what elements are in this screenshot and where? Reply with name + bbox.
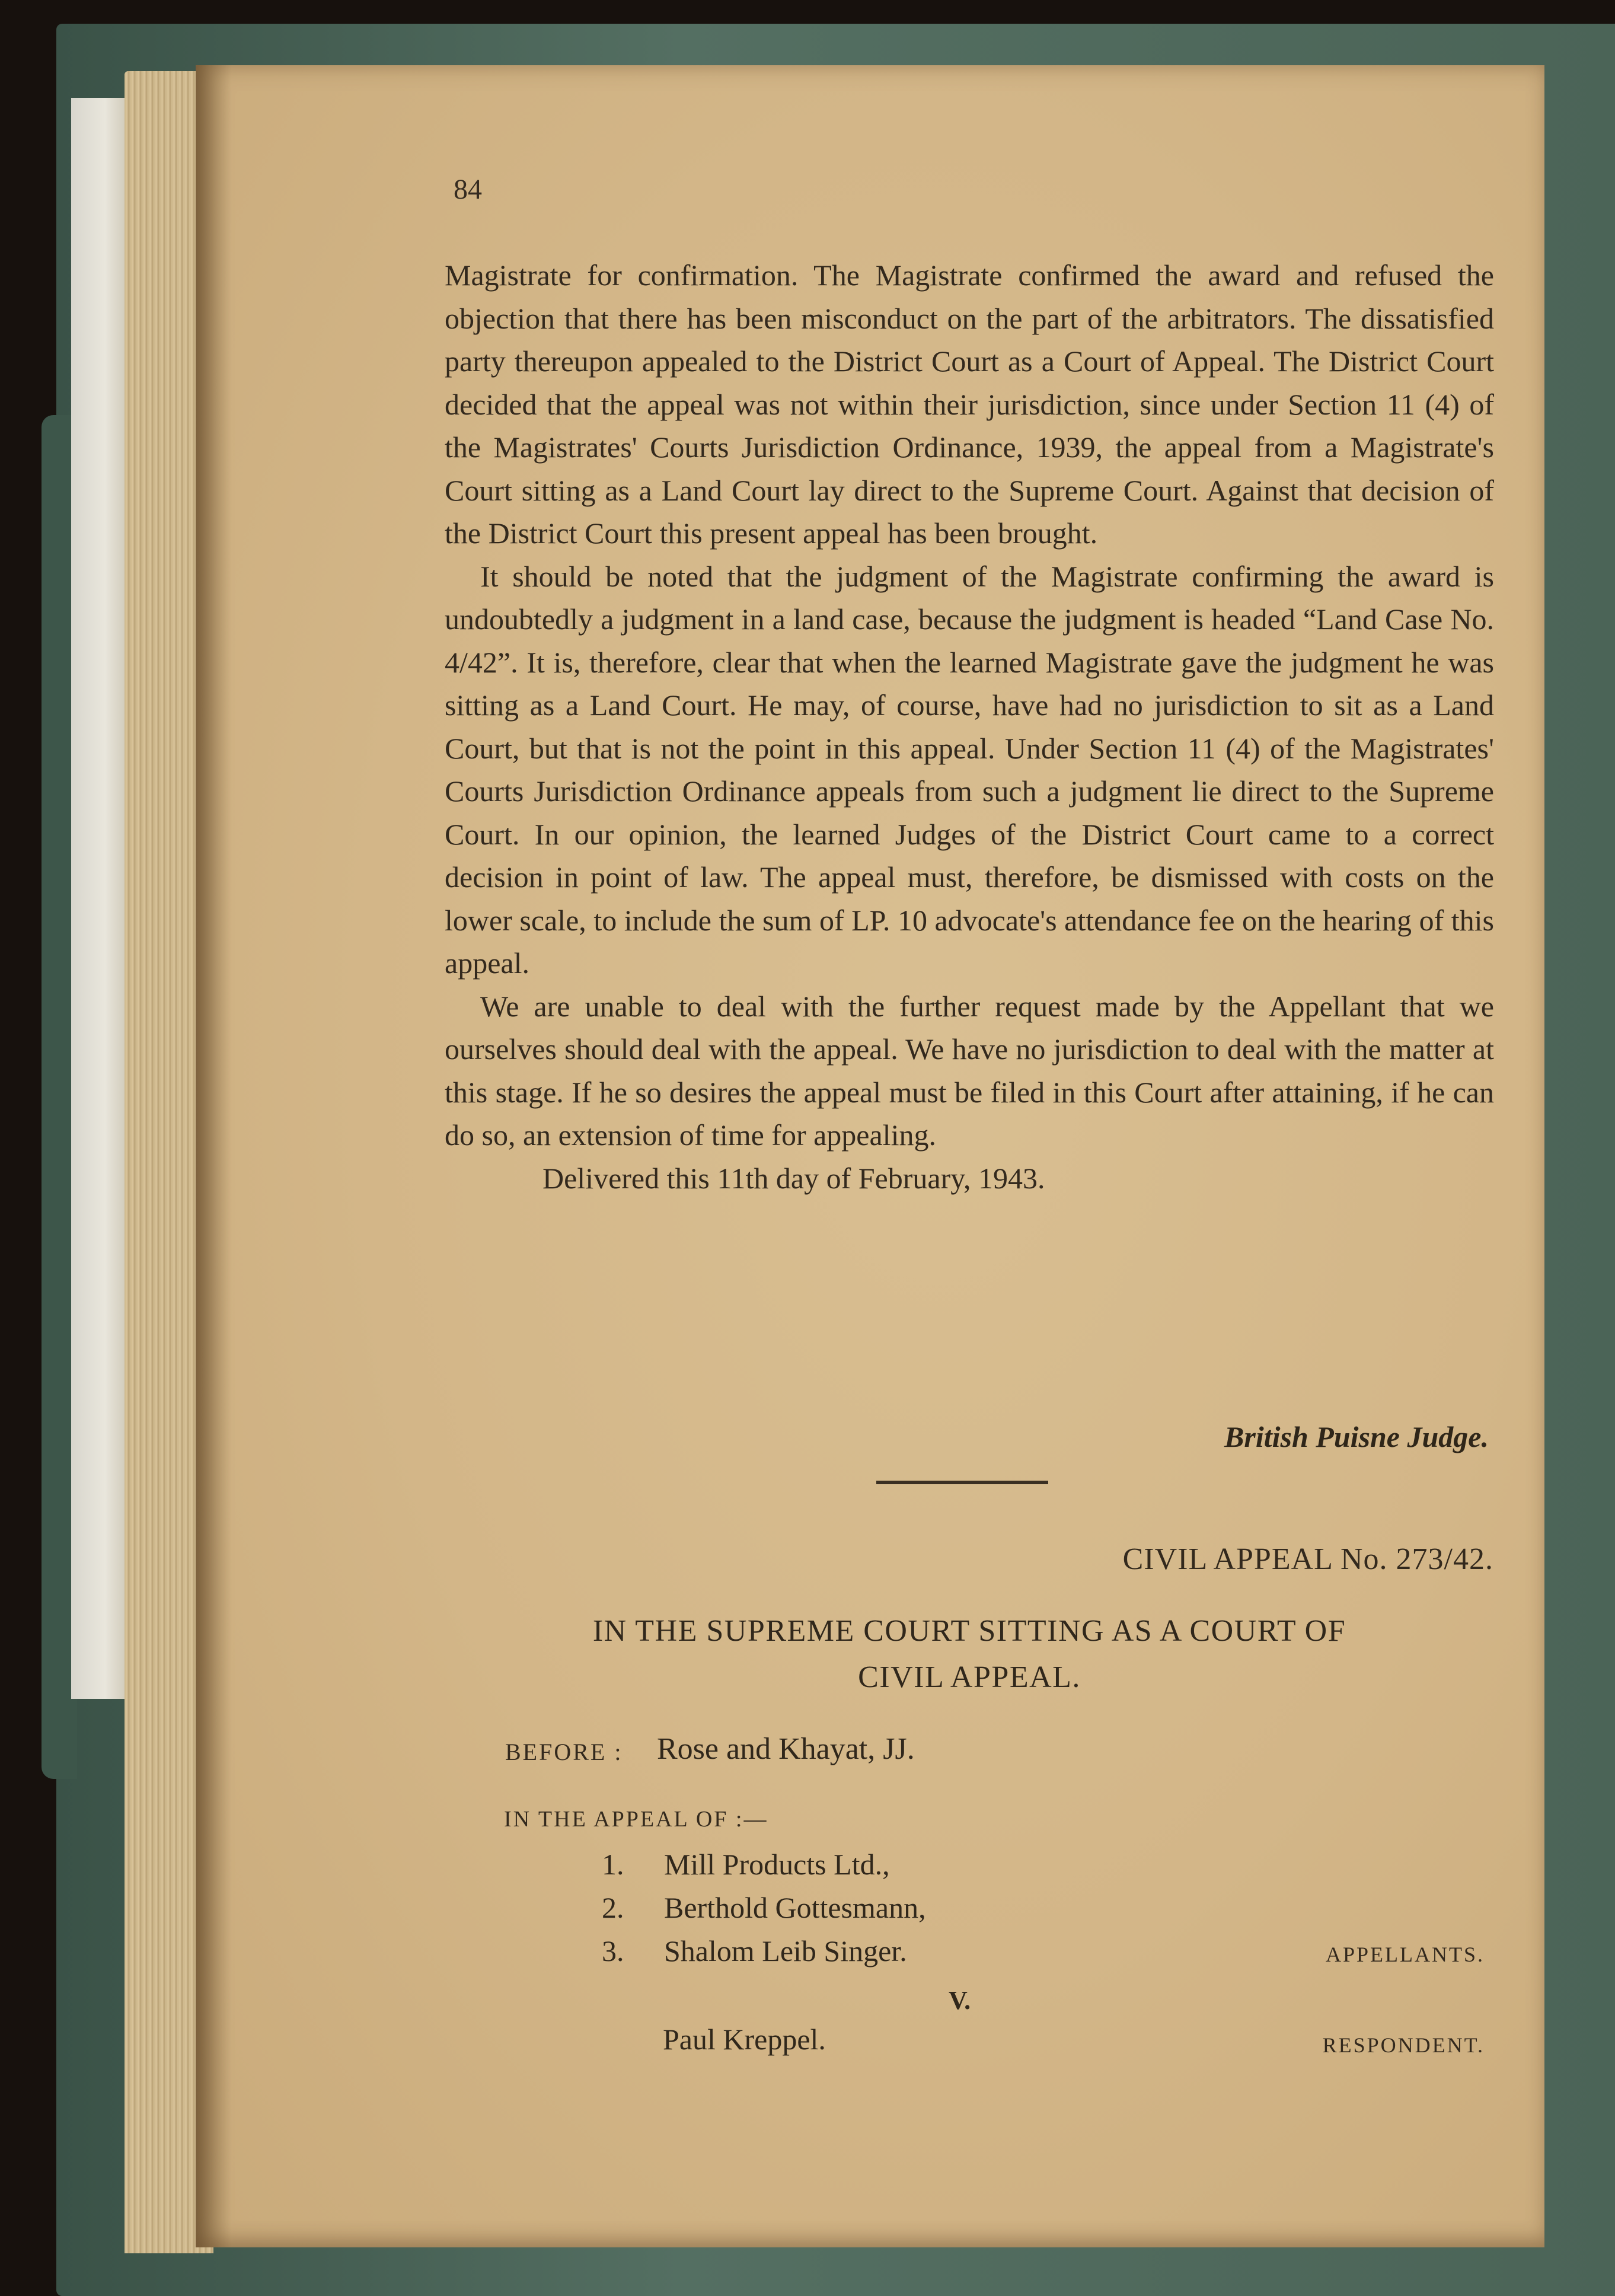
case-number: CIVIL APPEAL No. 273/42. (1122, 1542, 1493, 1576)
appellant-name: Shalom Leib Singer. (664, 1934, 907, 1967)
court-heading-line-1: IN THE SUPREME COURT SITTING AS A COURT OF (592, 1614, 1346, 1648)
page-number: 84 (454, 174, 482, 205)
respondent-name: Paul Kreppel. (663, 2023, 826, 2056)
endpaper-strip (71, 98, 127, 1699)
appellant-number: 1. (602, 1848, 624, 1881)
appellant-1 (602, 1847, 890, 1882)
page-gutter-shadow (196, 65, 231, 2247)
appeal-of-label: IN THE APPEAL OF :— (504, 1807, 768, 1832)
appellant-name: Berthold Gottesmann, (664, 1891, 926, 1924)
versus-label: V. (949, 1986, 971, 2015)
judge-signature: British Puisne Judge. (1224, 1420, 1489, 1453)
paragraph-1: Magistrate for confirmation. The Magistrate confirmed the award and refused the objection that there has been misconduct on the part of the arbitrators. The dissatisfied party thereupon appealed to the District Court as a Court of Appeal. The District Court decided that the appeal was not within their jurisdiction, since under Section 11 (4) of the Magistrates' Courts Jurisdiction Ordinance, 1939, the appeal from a Magistrate's Court sitting as a Land Court lay direct to the Supreme Court. Against that decision of the District Court this present appeal has been brought. (445, 259, 1494, 550)
appellant-number: 3. (602, 1934, 624, 1967)
appellant-3 (602, 1934, 907, 1968)
paragraph-3: We are unable to deal with the further request made by the Appellant that we ourselves should deal with the appeal. We have no jurisdiction to deal with the matter at this stage. If he so desires the appeal must be filed in this Court after attaining, if he can do so, an extension of time for appealing. (445, 989, 1494, 1152)
paragraph-2: It should be noted that the judgment of the Magistrate confirming the award is undoubtedly a judgment in a land case, because the judgment is headed “Land Case No. 4/42”. It is, therefore, clear that when the learned Magistrate gave the judgment he was sitting as a Land Court. He may, of course, have had no jurisdiction to sit as a Land Court, but that is not the point in this appeal. Under Section 11 (4) of the Magistrates' Courts Jurisdiction Ordinance appeals from such a judgment lie direct to the Supreme Court. In our opinion, the learned Judges of the District Court came to a correct decision in point of law. The appeal must, therefore, be dismissed with costs on the lower scale, to include the sum of LP. 10 advocate's attendance fee on the hearing of this appeal. (445, 559, 1494, 980)
appellant-name: Mill Products Ltd., (664, 1848, 890, 1881)
judgment-body (445, 254, 1494, 1200)
appellants-label: APPELLANTS. (1325, 1943, 1485, 1966)
before-judges: Rose and Khayat, JJ. (657, 1732, 915, 1766)
appellant-number: 2. (602, 1891, 624, 1924)
court-heading-line-2: CIVIL APPEAL. (858, 1660, 1081, 1694)
section-divider (876, 1481, 1048, 1484)
delivered-line: Delivered this 11th day of February, 1943. (542, 1161, 1045, 1195)
court-heading (451, 1608, 1488, 1701)
before-label: BEFORE : (505, 1739, 623, 1765)
respondent-label: RESPONDENT. (1322, 2033, 1485, 2057)
appellant-2 (602, 1890, 926, 1925)
